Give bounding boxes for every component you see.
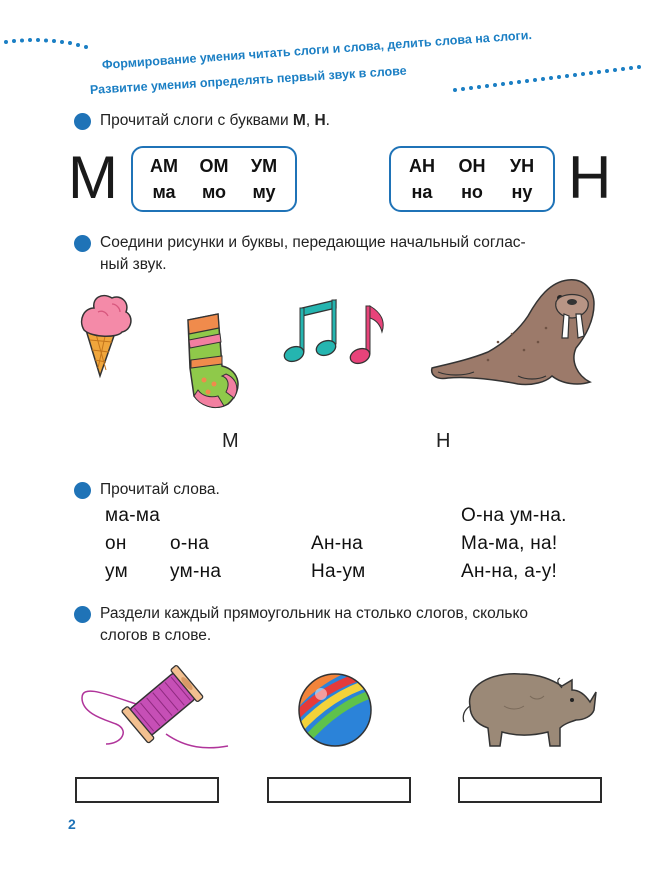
syllable: ну bbox=[511, 182, 533, 202]
page-number: 2 bbox=[68, 816, 76, 832]
task-bullet bbox=[74, 482, 91, 499]
rhino-icon bbox=[460, 666, 600, 756]
syllable-answer-box[interactable] bbox=[75, 777, 219, 803]
task-2-line-2: ный звук. bbox=[100, 256, 167, 273]
task-2-instruction bbox=[100, 232, 605, 276]
syllable: УМ bbox=[250, 156, 278, 176]
task-bullet bbox=[74, 235, 91, 252]
task-1-instruction: Прочитай слоги с буквами М, Н. bbox=[100, 112, 330, 129]
walrus-icon bbox=[428, 272, 603, 392]
task-bullet bbox=[74, 606, 91, 623]
sound-letter-m: М bbox=[222, 430, 239, 452]
sound-letter-n: Н bbox=[436, 430, 451, 452]
syllable-answer-box[interactable] bbox=[458, 777, 602, 803]
task-4-line-1: Раздели каждый прямоугольник на столько слогов, сколько bbox=[100, 605, 529, 622]
task-2-line-1: Соедини рисунки и буквы, передающие начальный соглас- bbox=[100, 234, 526, 251]
syllable: АН bbox=[409, 156, 435, 176]
thread-spool-icon bbox=[76, 664, 236, 754]
music-notes-icon bbox=[284, 296, 394, 371]
syllable: но bbox=[461, 182, 483, 202]
banner-line-2: Развитие умения определять первый звук в слове bbox=[89, 63, 408, 97]
sock-icon bbox=[178, 312, 248, 412]
syllable-row-lower bbox=[391, 182, 553, 203]
syllable: ОН bbox=[458, 156, 486, 176]
big-letter-n: Н bbox=[568, 144, 612, 211]
task-4-line-2: слогов в слове. bbox=[100, 627, 212, 644]
reading-word: ум-на bbox=[170, 561, 222, 582]
task-4-instruction bbox=[100, 603, 605, 647]
syllable: ОМ bbox=[199, 156, 229, 176]
ice-cream-icon bbox=[78, 290, 138, 380]
reading-sentence: Ма-ма, на! bbox=[461, 533, 558, 554]
task-bullet bbox=[74, 113, 91, 130]
reading-word: Ан-на bbox=[311, 533, 364, 554]
syllable: УН bbox=[509, 156, 535, 176]
reading-word: о-на bbox=[170, 533, 210, 554]
banner-line-1: Формирование умения читать слоги и слова, делить слова на слоги. bbox=[101, 27, 533, 72]
syllable-box-n bbox=[389, 146, 555, 212]
syllable-box-m bbox=[131, 146, 297, 212]
syllable: ма bbox=[152, 182, 176, 202]
syllable-row-upper bbox=[391, 156, 553, 177]
syllable: мо bbox=[201, 182, 227, 202]
syllable: АМ bbox=[150, 156, 178, 176]
reading-word: ум bbox=[105, 561, 128, 582]
syllable: на bbox=[411, 182, 433, 202]
syllable: му bbox=[252, 182, 276, 202]
syllable-row-upper bbox=[133, 156, 295, 177]
reading-sentence: О-на ум-на. bbox=[461, 505, 567, 526]
header-banner bbox=[0, 28, 650, 108]
reading-word: На-ум bbox=[311, 561, 366, 582]
ball-icon bbox=[297, 672, 377, 752]
reading-sentence: Ан-на, а-у! bbox=[461, 561, 558, 582]
reading-word: он bbox=[105, 533, 127, 554]
syllable-answer-box[interactable] bbox=[267, 777, 411, 803]
task-3-instruction: Прочитай слова. bbox=[100, 481, 220, 498]
big-letter-m: М bbox=[68, 144, 118, 211]
reading-word: ма-ма bbox=[105, 505, 161, 526]
syllable-row-lower bbox=[133, 182, 295, 203]
